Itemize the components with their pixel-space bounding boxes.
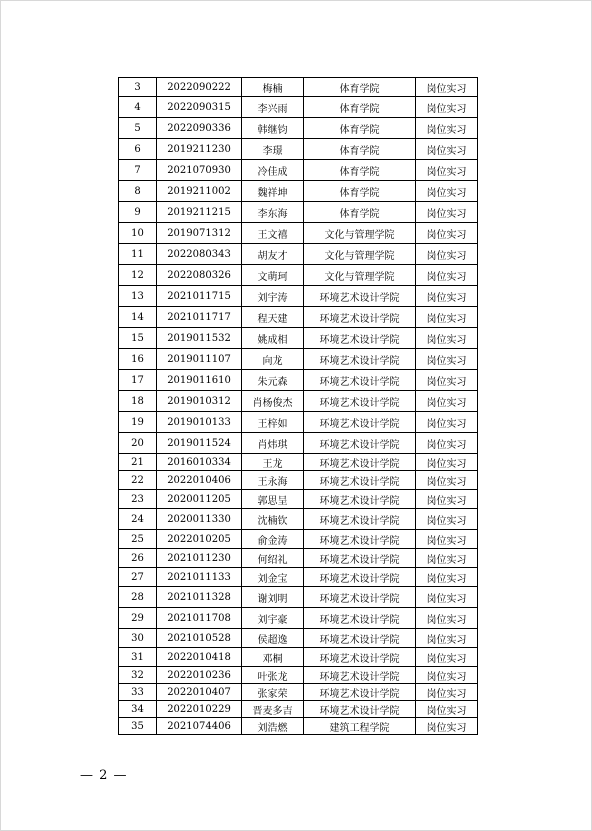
cell-name: 刘浩燃: [242, 718, 304, 735]
cell-name: 肖杨俊杰: [242, 391, 304, 412]
cell-internship-type: 岗位实习: [416, 701, 478, 718]
table-row: [119, 160, 478, 181]
cell-internship-type: 岗位实习: [416, 160, 478, 181]
cell-name: 胡友才: [242, 244, 304, 265]
cell-college: 环境艺术设计学院: [304, 648, 416, 667]
cell-no: 31: [119, 648, 157, 667]
cell-no: 19: [119, 412, 157, 433]
cell-student-id: 2019011524: [157, 433, 242, 454]
cell-college: 文化与管理学院: [304, 223, 416, 244]
cell-college: 环境艺术设计学院: [304, 286, 416, 307]
cell-name: 邓桐: [242, 648, 304, 667]
cell-name: 肖炜琪: [242, 433, 304, 454]
cell-student-id: 2021011715: [157, 286, 242, 307]
cell-no: 3: [119, 78, 157, 97]
cell-no: 5: [119, 118, 157, 139]
cell-college: 环境艺术设计学院: [304, 667, 416, 684]
cell-college: 体育学院: [304, 118, 416, 139]
cell-internship-type: 岗位实习: [416, 454, 478, 471]
table-row: [119, 412, 478, 433]
cell-college: 环境艺术设计学院: [304, 549, 416, 568]
cell-college: 体育学院: [304, 97, 416, 118]
cell-name: 郭思呈: [242, 490, 304, 509]
cell-internship-type: 岗位实习: [416, 202, 478, 223]
cell-college: 环境艺术设计学院: [304, 490, 416, 509]
cell-student-id: 2019211230: [157, 139, 242, 160]
cell-name: 俞金涛: [242, 530, 304, 549]
cell-internship-type: 岗位实习: [416, 490, 478, 509]
cell-college: 体育学院: [304, 78, 416, 97]
cell-internship-type: 岗位实习: [416, 286, 478, 307]
table-row: [119, 549, 478, 568]
cell-name: 刘宇豪: [242, 608, 304, 629]
cell-name: 王文禧: [242, 223, 304, 244]
table-row: [119, 629, 478, 648]
cell-name: 侯超逸: [242, 629, 304, 648]
cell-college: 环境艺术设计学院: [304, 433, 416, 454]
table-row: [119, 433, 478, 454]
cell-no: 20: [119, 433, 157, 454]
cell-internship-type: 岗位实习: [416, 667, 478, 684]
cell-internship-type: 岗位实习: [416, 328, 478, 349]
cell-student-id: 2021011717: [157, 307, 242, 328]
cell-no: 34: [119, 701, 157, 718]
table-row: [119, 244, 478, 265]
cell-internship-type: 岗位实习: [416, 587, 478, 608]
cell-student-id: 2019011610: [157, 370, 242, 391]
table-row: [119, 509, 478, 530]
cell-internship-type: 岗位实习: [416, 549, 478, 568]
cell-college: 建筑工程学院: [304, 718, 416, 735]
cell-college: 环境艺术设计学院: [304, 608, 416, 629]
cell-student-id: 2016010334: [157, 454, 242, 471]
cell-no: 10: [119, 223, 157, 244]
page-number: — 2 —: [80, 768, 128, 783]
cell-no: 13: [119, 286, 157, 307]
cell-name: 姚成相: [242, 328, 304, 349]
cell-name: 谢刘明: [242, 587, 304, 608]
cell-no: 35: [119, 718, 157, 735]
cell-college: 文化与管理学院: [304, 244, 416, 265]
cell-no: 17: [119, 370, 157, 391]
cell-internship-type: 岗位实习: [416, 718, 478, 735]
cell-internship-type: 岗位实习: [416, 78, 478, 97]
cell-student-id: 2021011328: [157, 587, 242, 608]
cell-internship-type: 岗位实习: [416, 181, 478, 202]
cell-student-id: 2022090315: [157, 97, 242, 118]
cell-student-id: 2019010312: [157, 391, 242, 412]
cell-no: 8: [119, 181, 157, 202]
cell-name: 韩继钧: [242, 118, 304, 139]
cell-name: 沈楠钦: [242, 509, 304, 530]
cell-no: 24: [119, 509, 157, 530]
cell-student-id: 2019011532: [157, 328, 242, 349]
cell-college: 环境艺术设计学院: [304, 701, 416, 718]
cell-internship-type: 岗位实习: [416, 307, 478, 328]
table-row: [119, 391, 478, 412]
cell-student-id: 2021010528: [157, 629, 242, 648]
cell-name: 程天建: [242, 307, 304, 328]
cell-college: 环境艺术设计学院: [304, 307, 416, 328]
cell-college: 环境艺术设计学院: [304, 349, 416, 370]
cell-internship-type: 岗位实习: [416, 684, 478, 701]
cell-name: 李璟: [242, 139, 304, 160]
cell-no: 25: [119, 530, 157, 549]
table-row: [119, 328, 478, 349]
cell-name: 向龙: [242, 349, 304, 370]
table-row: [119, 701, 478, 718]
cell-internship-type: 岗位实习: [416, 139, 478, 160]
cell-college: 环境艺术设计学院: [304, 471, 416, 490]
table-row: [119, 202, 478, 223]
table-row: [119, 471, 478, 490]
cell-student-id: 2019211215: [157, 202, 242, 223]
cell-student-id: 2022010229: [157, 701, 242, 718]
cell-no: 6: [119, 139, 157, 160]
cell-no: 26: [119, 549, 157, 568]
cell-student-id: 2022010236: [157, 667, 242, 684]
cell-no: 4: [119, 97, 157, 118]
table-row: [119, 118, 478, 139]
cell-college: 体育学院: [304, 160, 416, 181]
cell-student-id: 2019011107: [157, 349, 242, 370]
cell-no: 18: [119, 391, 157, 412]
cell-name: 张家荣: [242, 684, 304, 701]
cell-no: 9: [119, 202, 157, 223]
cell-college: 环境艺术设计学院: [304, 530, 416, 549]
cell-internship-type: 岗位实习: [416, 629, 478, 648]
cell-name: 李东海: [242, 202, 304, 223]
cell-no: 16: [119, 349, 157, 370]
cell-college: 环境艺术设计学院: [304, 370, 416, 391]
cell-internship-type: 岗位实习: [416, 244, 478, 265]
table-row: [119, 587, 478, 608]
cell-internship-type: 岗位实习: [416, 568, 478, 587]
cell-student-id: 2019211002: [157, 181, 242, 202]
cell-name: 梅楠: [242, 78, 304, 97]
cell-internship-type: 岗位实习: [416, 412, 478, 433]
table-row: [119, 667, 478, 684]
student-roster-table: [118, 77, 478, 735]
table-row: [119, 568, 478, 587]
cell-college: 体育学院: [304, 202, 416, 223]
cell-student-id: 2021011708: [157, 608, 242, 629]
cell-internship-type: 岗位实习: [416, 265, 478, 286]
cell-college: 文化与管理学院: [304, 265, 416, 286]
cell-student-id: 2022010407: [157, 684, 242, 701]
table-row: [119, 223, 478, 244]
cell-name: 朱元森: [242, 370, 304, 391]
table-row: [119, 97, 478, 118]
cell-student-id: 2022080326: [157, 265, 242, 286]
cell-no: 33: [119, 684, 157, 701]
cell-internship-type: 岗位实习: [416, 370, 478, 391]
cell-name: 刘宇涛: [242, 286, 304, 307]
cell-student-id: 2022010418: [157, 648, 242, 667]
cell-college: 环境艺术设计学院: [304, 412, 416, 433]
cell-no: 11: [119, 244, 157, 265]
cell-name: 冷佳成: [242, 160, 304, 181]
cell-college: 环境艺术设计学院: [304, 684, 416, 701]
cell-college: 环境艺术设计学院: [304, 568, 416, 587]
cell-name: 文萌珂: [242, 265, 304, 286]
cell-no: 32: [119, 667, 157, 684]
cell-internship-type: 岗位实习: [416, 509, 478, 530]
cell-internship-type: 岗位实习: [416, 471, 478, 490]
cell-internship-type: 岗位实习: [416, 648, 478, 667]
cell-no: 29: [119, 608, 157, 629]
cell-student-id: 2022090222: [157, 78, 242, 97]
cell-name: 李兴雨: [242, 97, 304, 118]
roster-body: [119, 78, 478, 735]
table-row: [119, 490, 478, 509]
cell-college: 体育学院: [304, 181, 416, 202]
cell-student-id: 2019071312: [157, 223, 242, 244]
cell-no: 23: [119, 490, 157, 509]
cell-name: 魏祥坤: [242, 181, 304, 202]
cell-student-id: 2022010205: [157, 530, 242, 549]
cell-student-id: 2021011230: [157, 549, 242, 568]
cell-name: 王梓如: [242, 412, 304, 433]
cell-no: 22: [119, 471, 157, 490]
cell-student-id: 2021011133: [157, 568, 242, 587]
cell-student-id: 2020011330: [157, 509, 242, 530]
cell-college: 环境艺术设计学院: [304, 391, 416, 412]
cell-internship-type: 岗位实习: [416, 391, 478, 412]
cell-college: 环境艺术设计学院: [304, 587, 416, 608]
cell-internship-type: 岗位实习: [416, 97, 478, 118]
cell-internship-type: 岗位实习: [416, 530, 478, 549]
table-row: [119, 608, 478, 629]
cell-no: 21: [119, 454, 157, 471]
table-row: [119, 78, 478, 97]
cell-no: 7: [119, 160, 157, 181]
table-row: [119, 307, 478, 328]
cell-internship-type: 岗位实习: [416, 433, 478, 454]
cell-internship-type: 岗位实习: [416, 608, 478, 629]
cell-internship-type: 岗位实习: [416, 223, 478, 244]
cell-no: 14: [119, 307, 157, 328]
table-row: [119, 181, 478, 202]
cell-student-id: 2022010406: [157, 471, 242, 490]
cell-college: 环境艺术设计学院: [304, 509, 416, 530]
cell-no: 15: [119, 328, 157, 349]
cell-no: 30: [119, 629, 157, 648]
cell-no: 27: [119, 568, 157, 587]
cell-name: 王永海: [242, 471, 304, 490]
table-row: [119, 454, 478, 471]
cell-student-id: 2022090336: [157, 118, 242, 139]
table-row: [119, 139, 478, 160]
cell-student-id: 2021074406: [157, 718, 242, 735]
table-row: [119, 718, 478, 735]
cell-college: 环境艺术设计学院: [304, 629, 416, 648]
cell-student-id: 2022080343: [157, 244, 242, 265]
table-row: [119, 370, 478, 391]
table-row: [119, 265, 478, 286]
table-row: [119, 530, 478, 549]
cell-name: 叶张龙: [242, 667, 304, 684]
cell-student-id: 2021070930: [157, 160, 242, 181]
cell-name: 刘金宝: [242, 568, 304, 587]
cell-college: 体育学院: [304, 139, 416, 160]
table-row: [119, 684, 478, 701]
cell-college: 环境艺术设计学院: [304, 328, 416, 349]
cell-student-id: 2020011205: [157, 490, 242, 509]
cell-student-id: 2019010133: [157, 412, 242, 433]
cell-no: 28: [119, 587, 157, 608]
cell-internship-type: 岗位实习: [416, 118, 478, 139]
cell-name: 何绍礼: [242, 549, 304, 568]
cell-name: 王龙: [242, 454, 304, 471]
cell-college: 环境艺术设计学院: [304, 454, 416, 471]
cell-internship-type: 岗位实习: [416, 349, 478, 370]
cell-no: 12: [119, 265, 157, 286]
table-row: [119, 286, 478, 307]
table-row: [119, 349, 478, 370]
table-row: [119, 648, 478, 667]
cell-name: 晋麦多吉: [242, 701, 304, 718]
